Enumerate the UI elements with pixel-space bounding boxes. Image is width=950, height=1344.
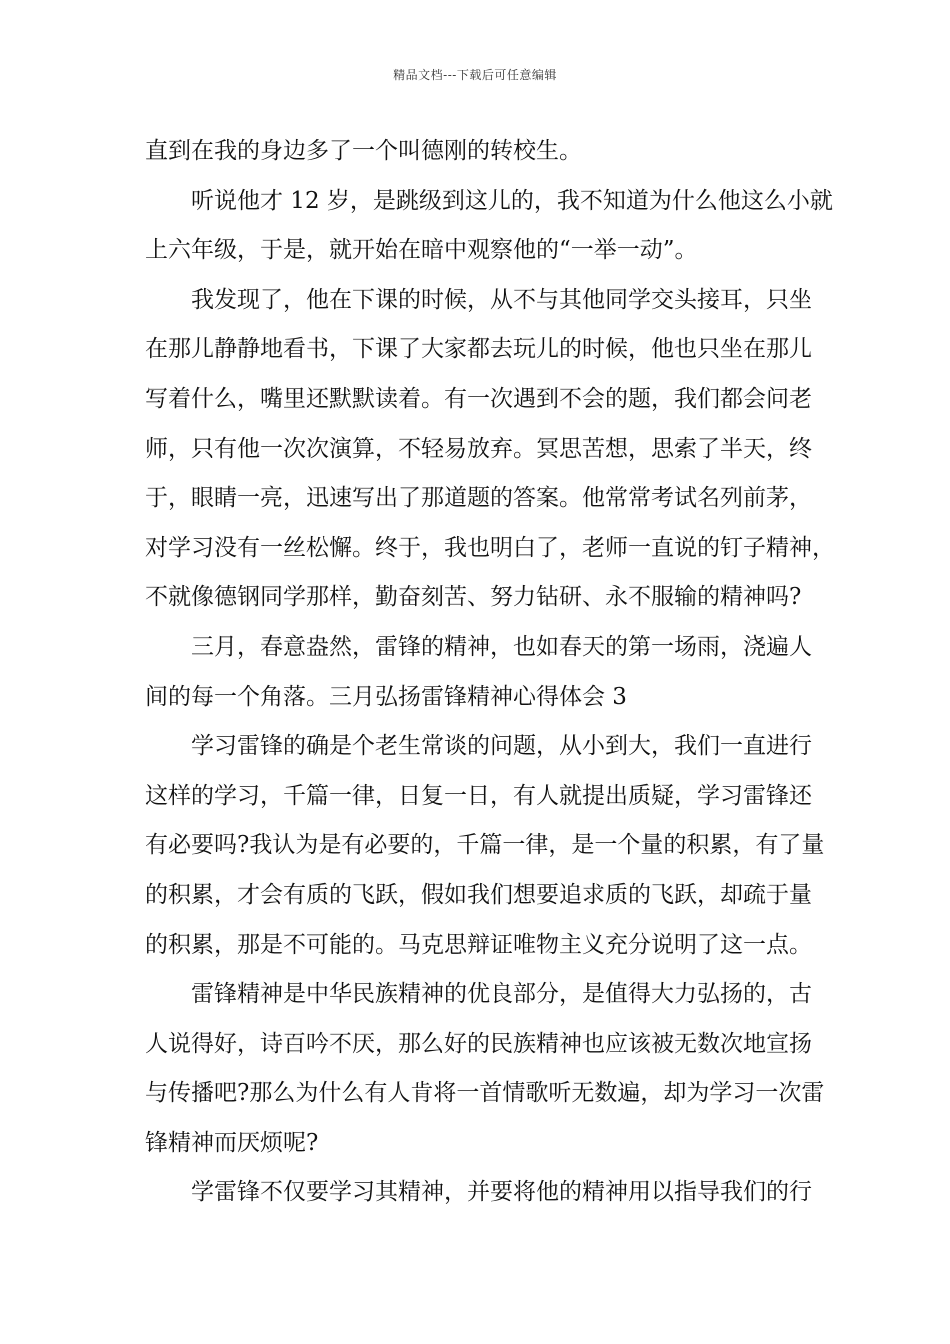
text-line: 写着什么，嘴里还默默读着。有一次遇到不会的题，我们都会问老 [145,385,812,412]
text-line: 间的每一个角落。三月弘扬雷锋精神心得体会 3 [145,683,627,710]
text-line: 与传播吧?那么为什么有人肯将一首情歌听无数遍，却为学习一次雷 [145,1080,825,1107]
document-body [145,127,835,1218]
text-line: 的积累，才会有质的飞跃，假如我们想要追求质的飞跃，却疏于量 [145,881,812,908]
text-line: 听说他才 12 岁，是跳级到这儿的，我不知道为什么他这么小就 [191,187,833,214]
page-header: 精品文档---下载后可任意编辑 [393,68,557,82]
text-line: 人说得好，诗百吟不厌，那么好的民族精神也应该被无数次地宣扬 [145,1030,812,1057]
text-line: 直到在我的身边多了一个叫德刚的转校生。 [145,138,582,164]
text-line: 上六年级，于是，就开始在暗中观察他的“一举一动”。 [145,237,698,264]
text-line: 的积累，那是不可能的。马克思辩证唯物主义充分说明了这一点。 [145,931,812,958]
text-line: 有必要吗?我认为是有必要的，千篇一律，是一个量的积累，有了量 [145,832,825,859]
text-line: 这样的学习，千篇一律，日复一日，有人就提出质疑，学习雷锋还 [145,782,812,809]
text-line: 学习雷锋的确是个老生常谈的问题，从小到大，我们一直进行 [191,733,812,760]
text-line: 师，只有他一次次演算，不轻易放弃。冥思苦想，思索了半天，终 [145,435,812,462]
text-line: 不就像德钢同学那样，勤奋刻苦、努力钻研、永不服输的精神吗? [145,584,802,611]
text-line: 我发现了，他在下课的时候，从不与其他同学交头接耳，只坐 [191,286,812,313]
text-line: 锋精神而厌烦呢? [145,1129,319,1156]
text-line: 在那儿静静地看书，下课了大家都去玩儿的时候，他也只坐在那儿 [145,336,812,363]
text-line: 学雷锋不仅要学习其精神，并要将他的精神用以指导我们的行 [191,1179,812,1206]
text-line: 对学习没有一丝松懈。终于，我也明白了，老师一直说的钉子精神， [145,534,835,561]
text-line: 雷锋精神是中华民族精神的优良部分，是值得大力弘扬的，古 [191,981,812,1008]
text-line: 三月，春意盎然，雷锋的精神，也如春天的第一场雨，浇遍人 [191,633,812,660]
text-line: 于，眼睛一亮，迅速写出了那道题的答案。他常常考试名列前茅， [145,485,812,512]
